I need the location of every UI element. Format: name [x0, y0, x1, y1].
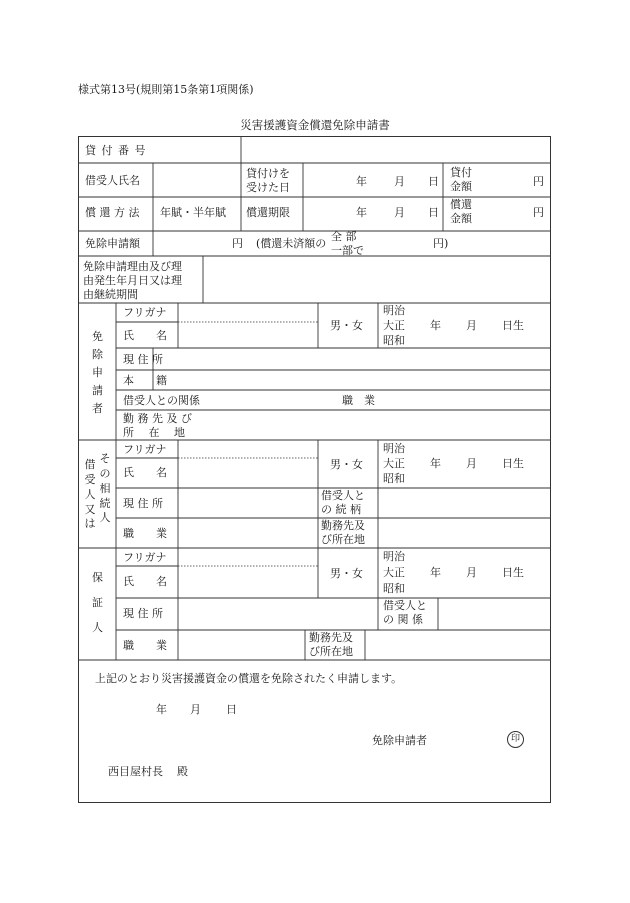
applicant-era-taisho: 大正 [383, 319, 405, 332]
guarantor-era-showa: 昭和 [383, 582, 405, 595]
guarantor-furigana-label: フリガナ [123, 551, 167, 564]
repay-month: 月 [394, 206, 405, 219]
guarantor-workplace-label-1: 勤務先及 [309, 631, 353, 644]
guarantor-workplace-label-2: び所在地 [309, 645, 353, 658]
reason-label-1: 免除申請理由及び理 [83, 260, 182, 273]
received-date-label-1: 貸付けを [246, 167, 290, 180]
guarantor-gender: 男・女 [330, 567, 363, 580]
reason-label-3: 由継続期間 [83, 288, 138, 301]
heir-address-label: 現 住 所 [123, 497, 163, 510]
heir-birth-month: 月 [466, 457, 477, 470]
applicant-workplace-label-1: 勤 務 先 及 び [123, 412, 192, 425]
repay-year: 年 [356, 206, 367, 219]
received-year: 年 [356, 175, 367, 188]
declaration-statement: 上記のとおり災害援護資金の償還を免除されたく申請します。 [95, 672, 403, 685]
received-date-label-2: 受けた日 [246, 181, 290, 194]
applicant-occupation-label: 職 業 [342, 394, 375, 407]
declaration-day: 日 [226, 703, 237, 716]
unpaid-yen-close: 円) [433, 237, 449, 250]
declaration-honorific: 殿 [177, 765, 188, 778]
applicant-furigana-label: フリガナ [123, 306, 167, 319]
repay-amount-label-2: 金額 [450, 212, 472, 225]
guarantor-birth-day: 日生 [502, 566, 524, 579]
applicant-domicile-label: 本 籍 [123, 374, 167, 387]
applicant-era-meiji: 明治 [383, 304, 405, 317]
repay-amount-yen: 円 [533, 206, 544, 219]
heir-furigana-label: フリガナ [123, 443, 167, 456]
applicant-relation-label: 借受人との関係 [123, 394, 200, 407]
applicant-name-label: 氏 名 [123, 329, 167, 342]
guarantor-address-label: 現 住 所 [123, 607, 163, 620]
guarantor-relation-label-1: 借受人と [383, 599, 427, 612]
heir-occupation-label: 職 業 [123, 527, 167, 540]
heir-name-label: 氏 名 [123, 466, 167, 479]
repay-period-label: 償還期限 [246, 206, 290, 219]
loan-amount-label-1: 貸付 [450, 166, 472, 179]
form-title: 災害援護資金償還免除申請書 [240, 118, 390, 132]
unpaid-prefix: (償還未済額の [256, 237, 327, 250]
declaration-applicant-label: 免除申請者 [372, 734, 427, 747]
repay-method-value: 年賦・半年賦 [160, 206, 226, 219]
heir-era-meiji: 明治 [383, 442, 405, 455]
repay-amount-label-1: 償還 [450, 198, 472, 211]
exemption-amount-label: 免除申請額 [85, 237, 140, 250]
guarantor-name-label: 氏 名 [123, 575, 167, 588]
borrower-name-label: 借受人氏名 [85, 174, 140, 187]
heir-section-label-col1: 借受人又は [84, 458, 96, 531]
heir-workplace-label-1: 勤務先及 [321, 519, 365, 532]
heir-birth-year: 年 [430, 457, 441, 470]
applicant-era-showa: 昭和 [383, 334, 405, 347]
received-month: 月 [394, 175, 405, 188]
heir-era-showa: 昭和 [383, 472, 405, 485]
unpaid-all: 全 部 [331, 230, 357, 243]
loan-number-label: 貸 付 番 号 [85, 144, 147, 157]
repay-method-label: 償 還 方 法 [85, 206, 140, 219]
heir-birth-day: 日生 [502, 457, 524, 470]
unpaid-part: 一部で [331, 244, 364, 257]
heir-gender: 男・女 [330, 458, 363, 471]
declaration-year: 年 [156, 703, 167, 716]
applicant-gender: 男・女 [330, 319, 363, 332]
declaration-month: 月 [190, 703, 201, 716]
heir-relation-label-2: の 続 柄 [321, 503, 361, 516]
heir-era-taisho: 大正 [383, 457, 405, 470]
heir-relation-label-1: 借受人と [321, 489, 365, 502]
guarantor-era-meiji: 明治 [383, 550, 405, 563]
exemption-yen: 円 [232, 237, 243, 250]
applicant-workplace-label-2: 所 在 地 [123, 426, 185, 439]
guarantor-era-taisho: 大正 [383, 566, 405, 579]
form-number: 様式第13号(規則第15条第1項関係) [78, 83, 254, 96]
applicant-address-label: 現 住 所 [123, 353, 163, 366]
applicant-birth-month: 月 [466, 319, 477, 332]
seal-mark-icon: 印 [507, 731, 524, 748]
heir-workplace-label-2: び所在地 [321, 533, 365, 546]
loan-amount-label-2: 金額 [450, 180, 472, 193]
guarantor-birth-year: 年 [430, 566, 441, 579]
applicant-birth-day: 日生 [502, 319, 524, 332]
guarantor-birth-month: 月 [466, 566, 477, 579]
received-day: 日 [428, 175, 439, 188]
heir-section-label-col2: その相続人 [99, 452, 111, 525]
loan-amount-yen: 円 [533, 175, 544, 188]
applicant-birth-year: 年 [430, 319, 441, 332]
declaration-addressee: 西目屋村長 [108, 765, 163, 778]
guarantor-relation-label-2: の 関 係 [383, 613, 423, 626]
reason-label-2: 由発生年月日又は理 [83, 274, 182, 287]
repay-day: 日 [428, 206, 439, 219]
guarantor-occupation-label: 職 業 [123, 639, 167, 652]
